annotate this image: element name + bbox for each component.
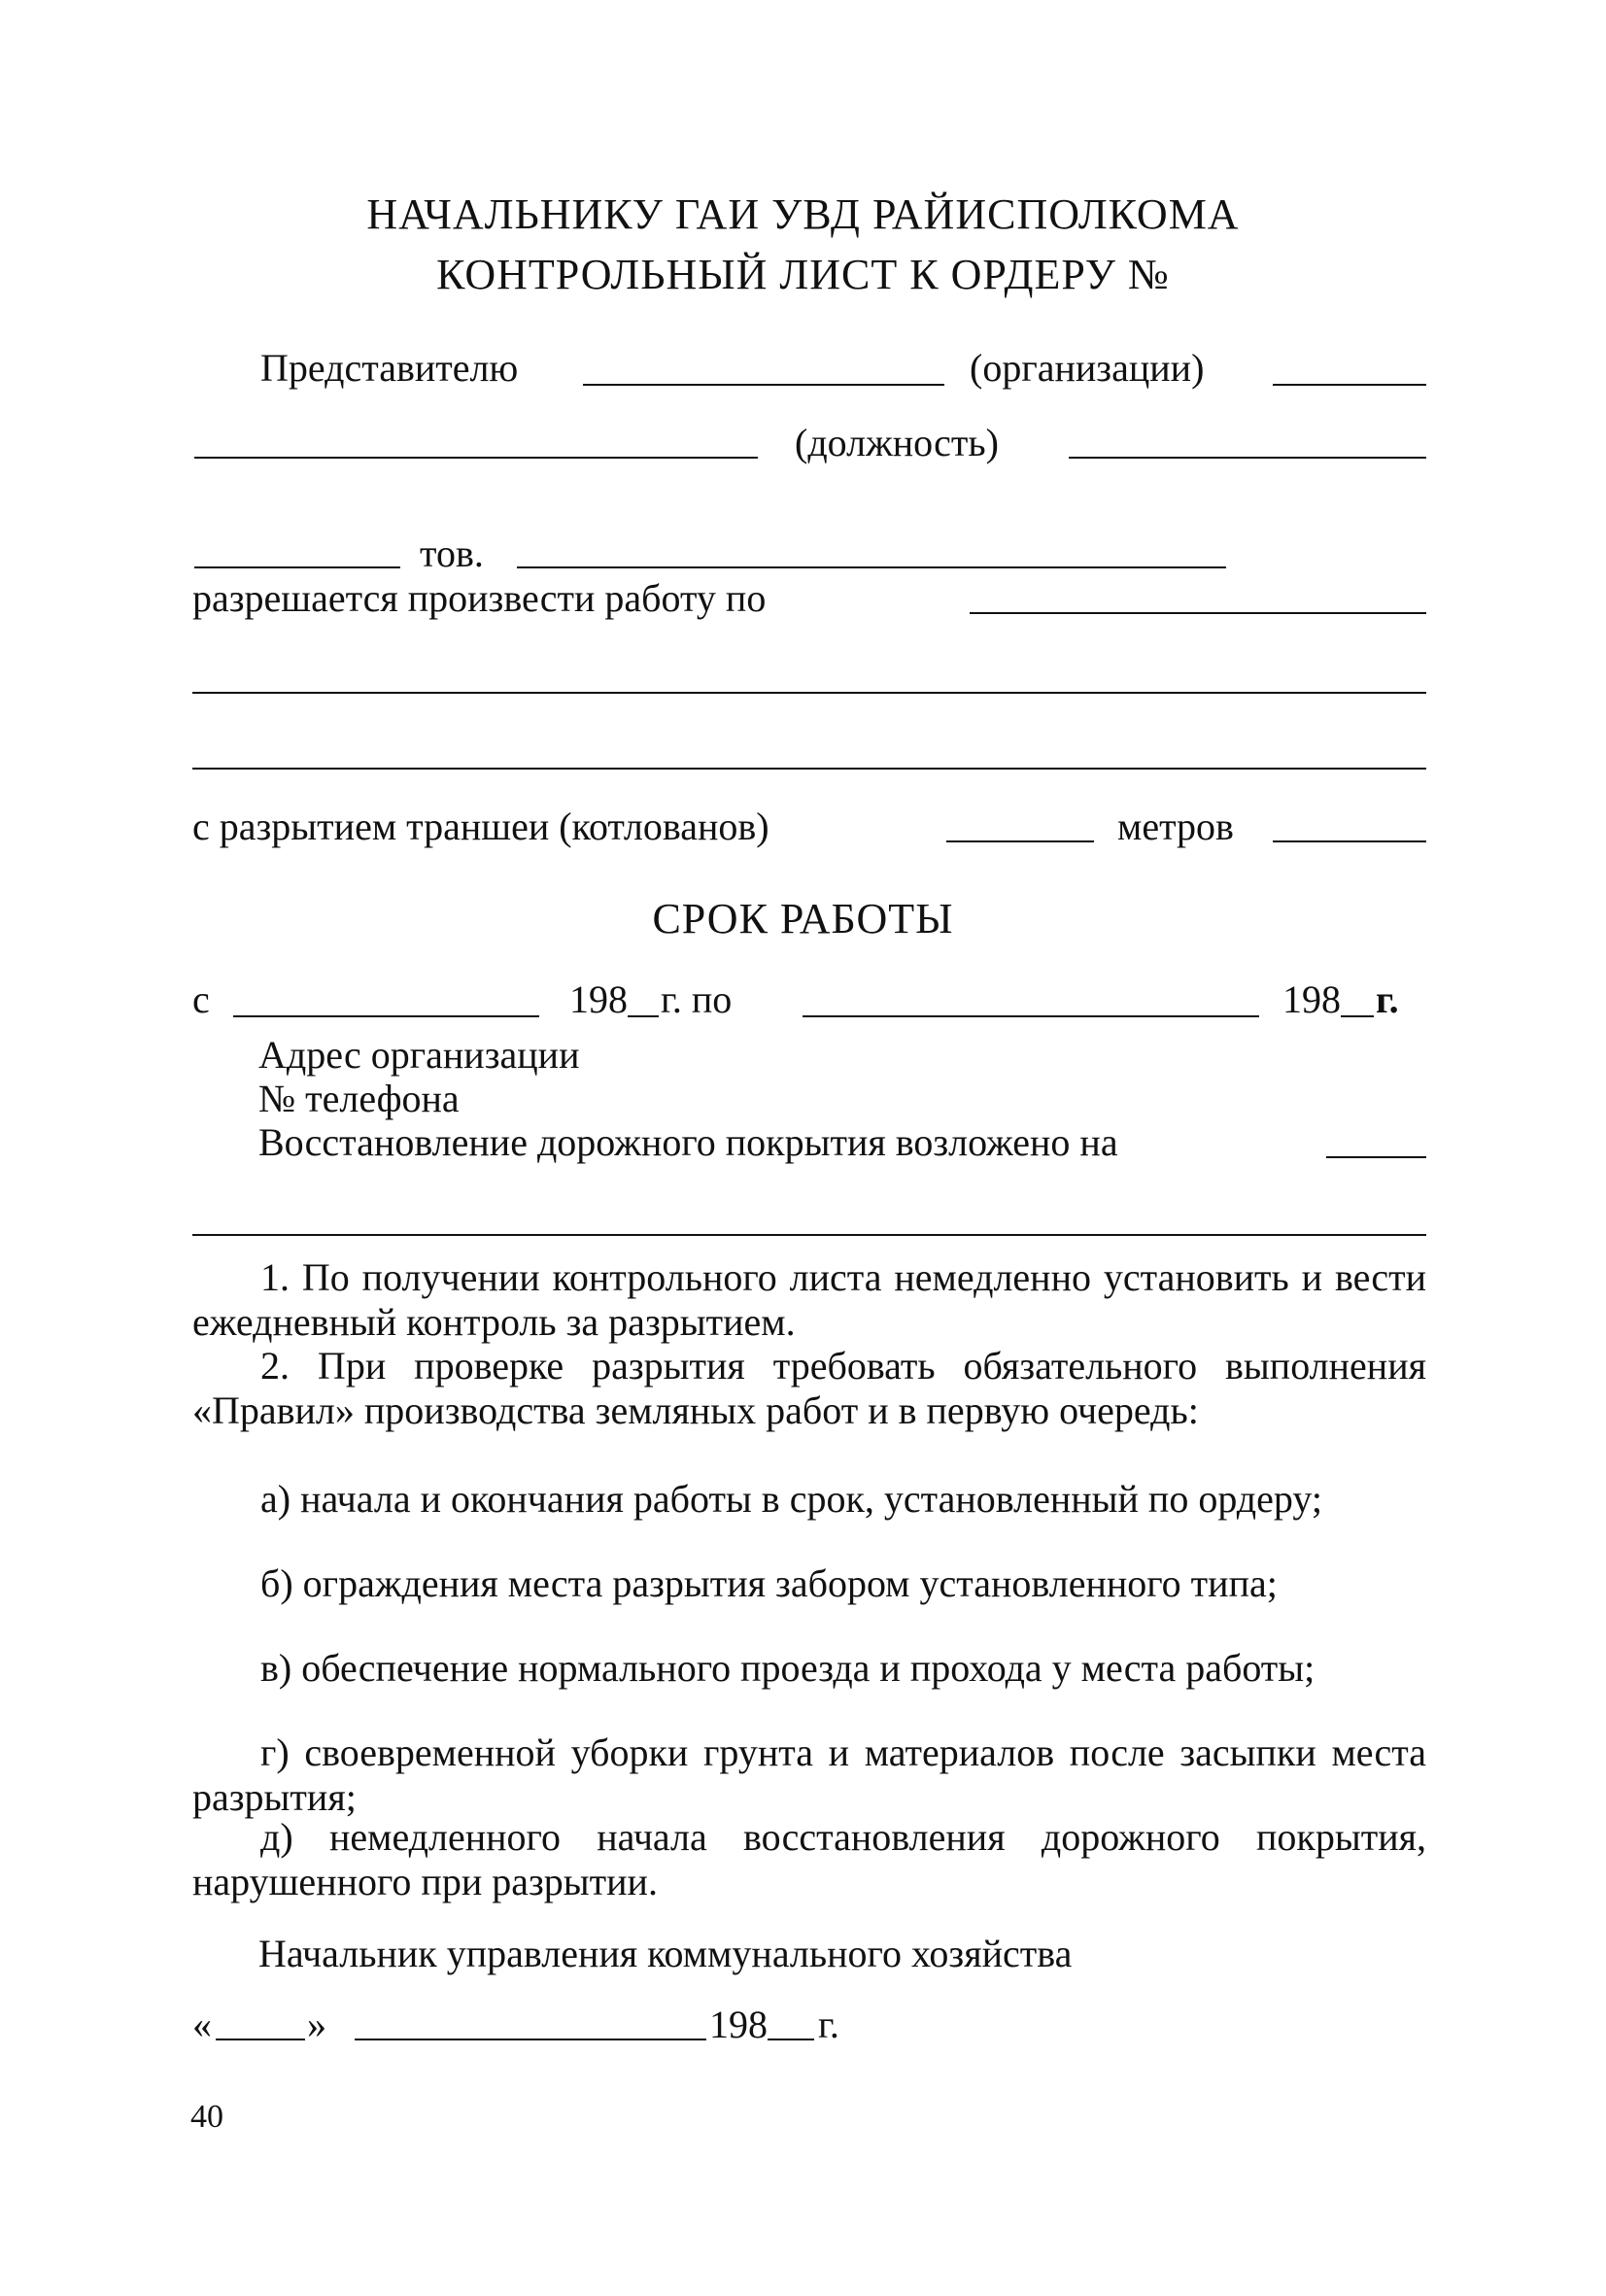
phone-label: № телефона	[258, 1077, 460, 1120]
work-description-line-2[interactable]	[192, 692, 1426, 694]
quote-close: »	[307, 2003, 326, 2046]
year-to-blank[interactable]	[1341, 1015, 1374, 1017]
signature-year-blank[interactable]	[768, 2039, 814, 2040]
representative-label: Представителю	[260, 346, 519, 390]
year-from-prefix: 198	[569, 977, 628, 1021]
title-line-2: КОНТРОЛЬНЫЙ ЛИСТ К ОРДЕРУ №	[436, 251, 1170, 298]
meters-blank[interactable]	[1273, 840, 1426, 842]
day-blank[interactable]	[216, 2039, 305, 2040]
instruction-a: а) начала и окончания работы в срок, установленный по ордеру;	[260, 1477, 1322, 1521]
organization-label: (организации)	[970, 346, 1205, 390]
name-blank[interactable]	[194, 457, 758, 459]
address-label: Адрес организации	[258, 1033, 580, 1077]
page-number: 40	[190, 2099, 223, 2135]
term-from-label: с	[192, 977, 210, 1021]
term-g-po: г. по	[661, 977, 733, 1021]
start-date-blank[interactable]	[233, 1015, 539, 1017]
instruction-b: б) ограждения места разрытия забором установленного типа;	[260, 1561, 1278, 1605]
year-from-blank[interactable]	[628, 1015, 659, 1017]
comrade-prefix-blank[interactable]	[194, 566, 400, 568]
restoration-blank[interactable]	[1326, 1156, 1426, 1158]
end-date-blank[interactable]	[803, 1015, 1259, 1017]
signature-g: г.	[818, 2003, 839, 2046]
term-g-end: г.	[1376, 977, 1399, 1021]
work-description-blank[interactable]	[970, 612, 1426, 614]
trench-label: с разрытием траншеи (котлованов)	[192, 805, 769, 848]
instruction-d: д) немедленного начала восстановления дорожного покрытия, нарушенного при разрытии.	[192, 1815, 1426, 1903]
comrade-name-blank[interactable]	[517, 566, 1226, 568]
year-to-prefix: 198	[1282, 977, 1341, 1021]
work-description-line-3[interactable]	[192, 768, 1426, 770]
instruction-g: г) своевременной уборки грунта и материалов после засыпки места разрытия;	[192, 1731, 1426, 1819]
trench-length-blank[interactable]	[946, 840, 1094, 842]
chief-label: Начальник управления коммунального хозяйства	[258, 1932, 1073, 1975]
instruction-1: 1. По получении контрольного листа немедленно установить и вести ежедневный контроль за разрытием.	[192, 1255, 1426, 1344]
position-label: (должность)	[795, 421, 999, 464]
comrade-label: тов.	[420, 531, 484, 575]
quote-open: «	[192, 2003, 212, 2046]
month-blank[interactable]	[355, 2039, 706, 2040]
representative-blank[interactable]	[583, 384, 944, 386]
term-heading: СРОК РАБОТЫ	[652, 895, 954, 942]
title-line-1: НАЧАЛЬНИКУ ГАИ УВД РАЙИСПОЛКОМА	[366, 190, 1240, 238]
permitted-work-label: разрешается произвести работу по	[192, 576, 767, 620]
instruction-2: 2. При проверке разрытия требовать обязательного выполнения «Правил» производства земляных работ и в первую очередь:	[192, 1344, 1426, 1432]
signature-year-prefix: 198	[709, 2003, 768, 2046]
restoration-label: Восстановление дорожного покрытия возложено на	[258, 1120, 1118, 1164]
meters-label: метров	[1117, 805, 1234, 848]
organization-blank[interactable]	[1273, 384, 1426, 386]
position-blank[interactable]	[1069, 457, 1426, 459]
instruction-v: в) обеспечение нормального проезда и прохода у места работы;	[260, 1646, 1316, 1690]
restoration-line-2[interactable]	[192, 1234, 1426, 1236]
